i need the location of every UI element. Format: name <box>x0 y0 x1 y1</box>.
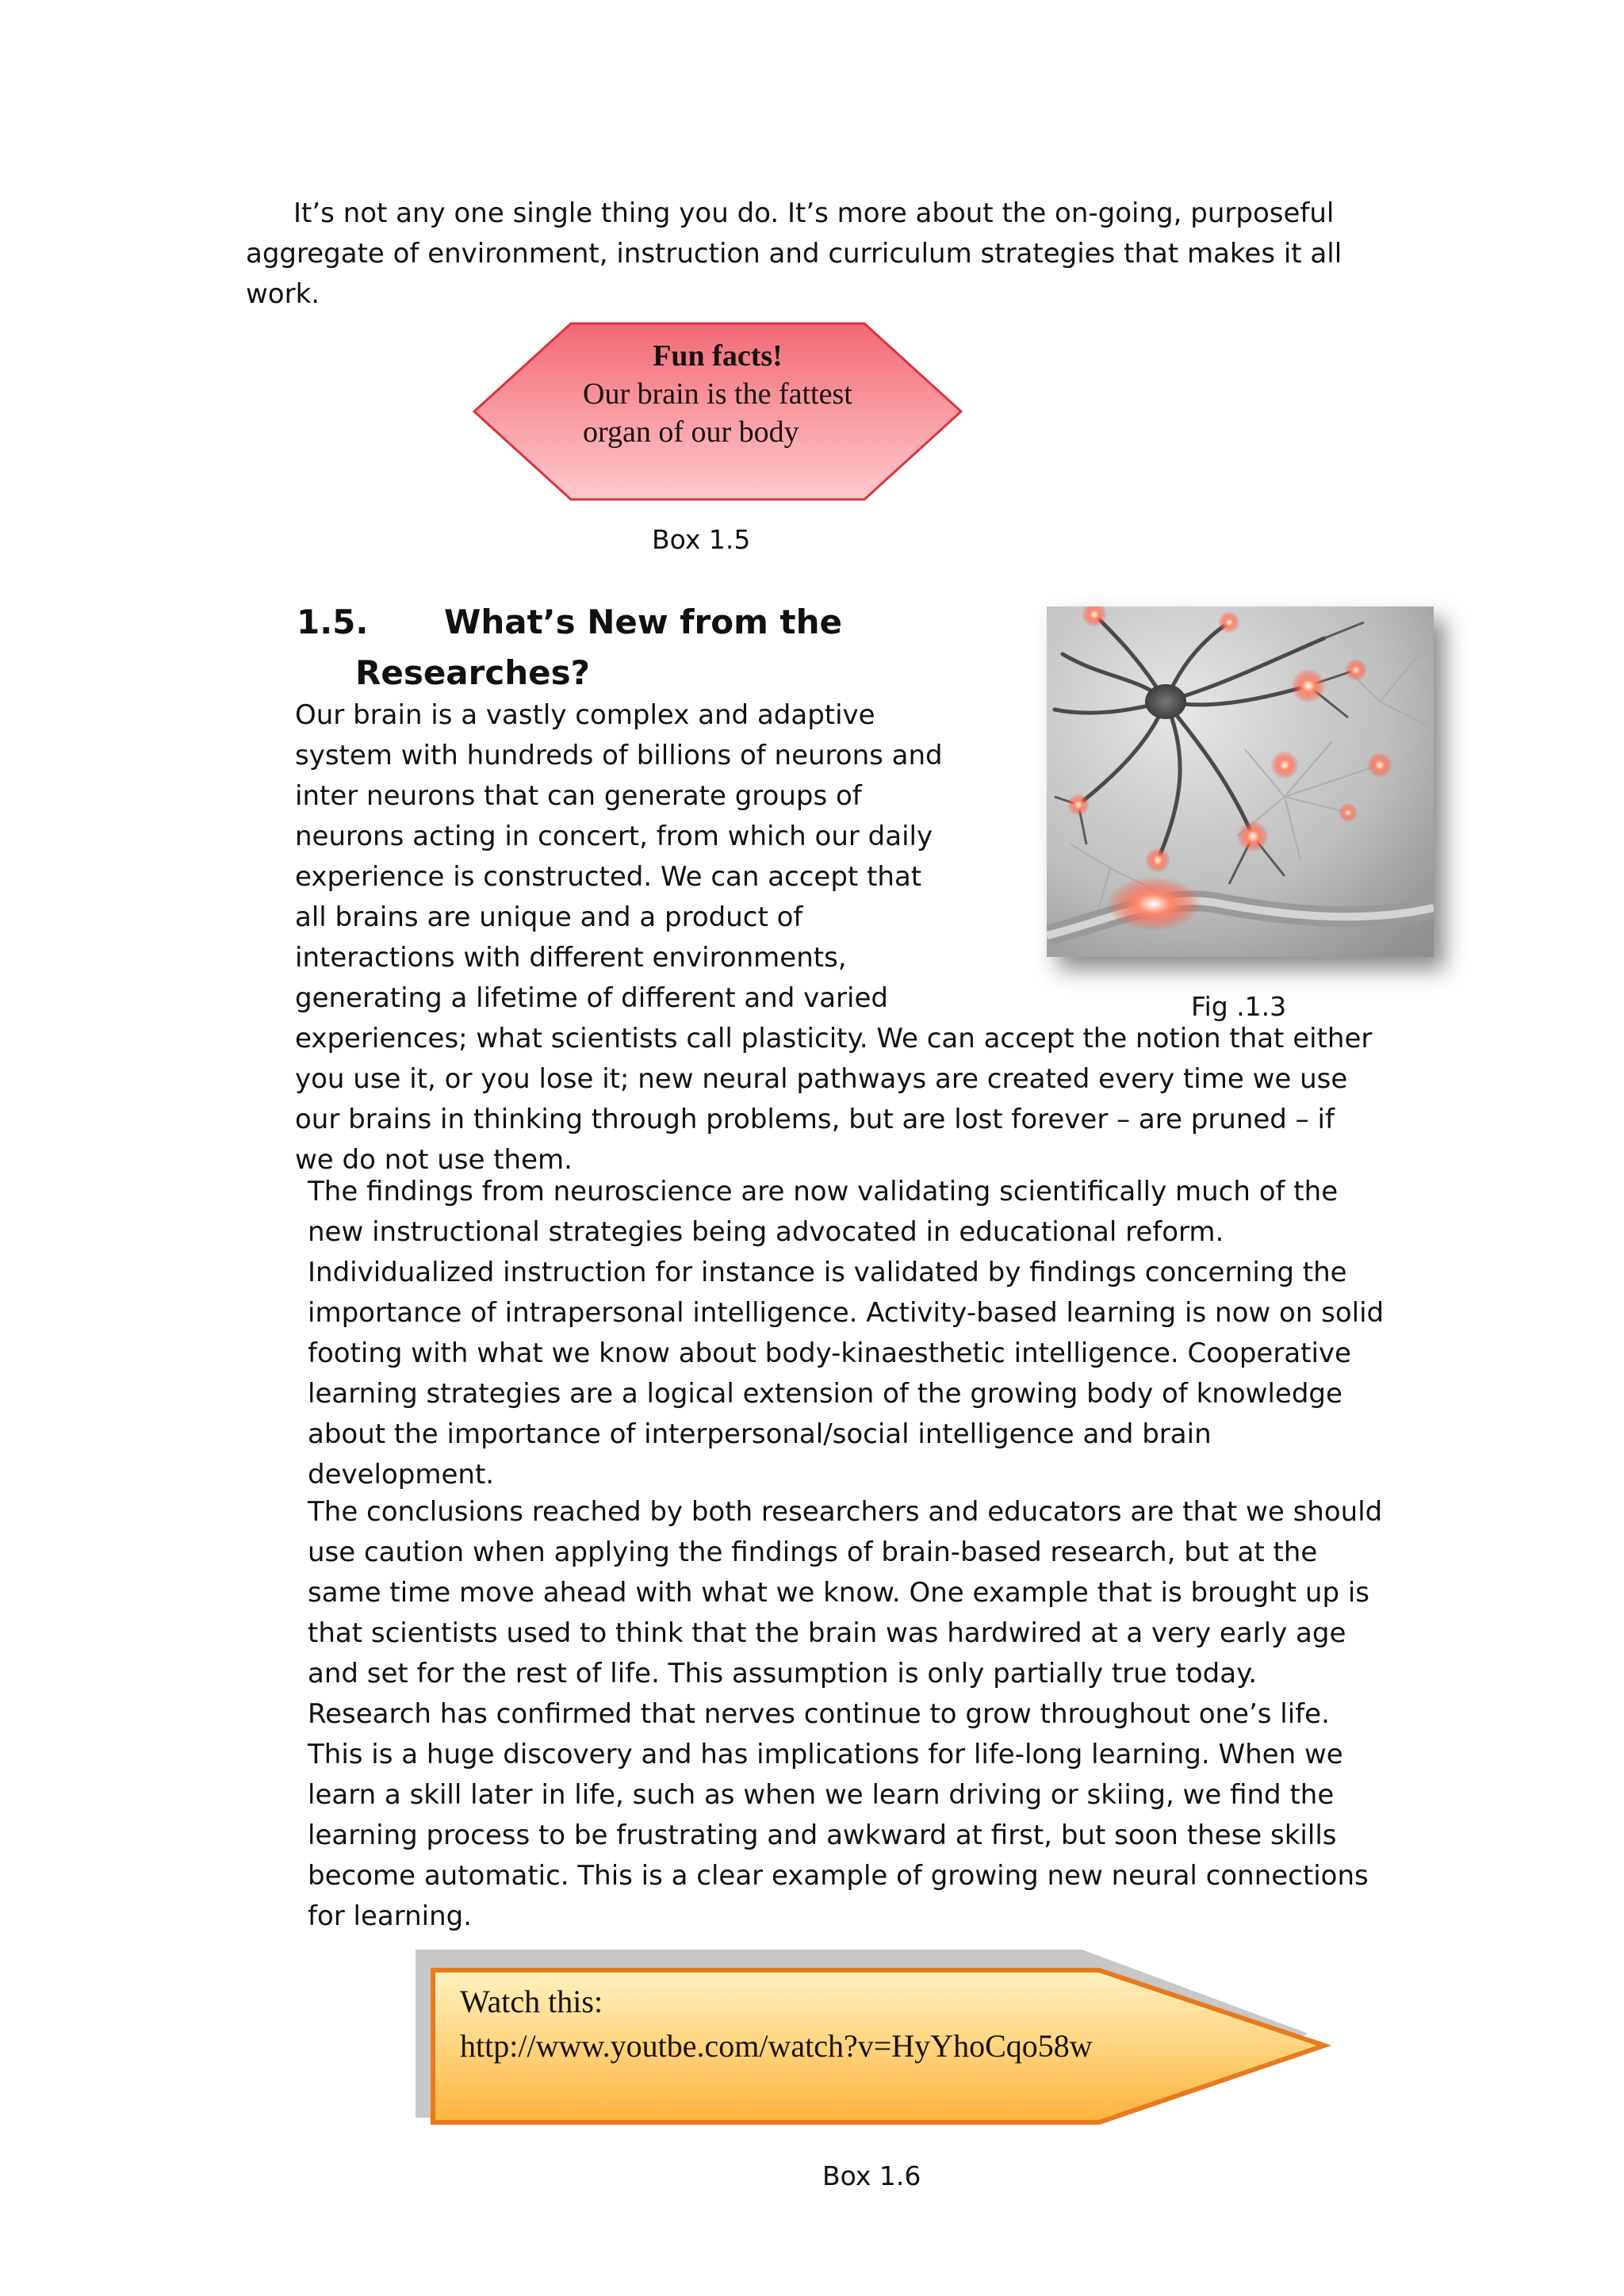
body-paragraph-3: The conclusions reached by both researchers and educators are that we should use caution when applying the findings of brain-based research, but at the same time move ahead with what we know. One example that is brought up is that scientists used to think that the brain was hardwired at a very early age and set for the rest of life. This assumption is only partially true today. Research has confirmed that nerves continue to grow throughout one’s life. This is a huge discovery and has implications for life-long learning. When we learn a skill later in life, such as when we learn driving or skiing, we find the learning process to be frustrating and awkward at first, but soon these skills become automatic. This is a clear example of growing new neural connections for learning. <box>308 1496 1383 1932</box>
section-number: 1.5. <box>297 603 369 641</box>
figure-wrap-space <box>945 695 1373 1019</box>
section-title-line2: Researches? <box>355 653 591 692</box>
box-1-5-caption: Box 1.5 <box>652 524 751 555</box>
section-heading <box>297 597 979 698</box>
watch-this-label: Watch this: <box>460 1984 603 2019</box>
body-paragraph-1-text: Our brain is a vastly complex and adaptive system with hundreds of billions of neurons and inter neurons that can generate groups of neurons acting in concert, from which our daily experience is constructed. We can accept that all brains are unique and a product of interactions with different environments, generating a lifetime of different and varied experiences; what scientists call plasticity. We can accept the notion that either you use it, or you lose it; new neural pathways are created every time we use our brains in thinking through problems, but are lost forever – are pruned – if we do not use them. <box>295 699 1373 1176</box>
watch-this-box <box>412 1946 1332 2129</box>
intro-paragraph: It’s not any one single thing you do. It’s more about the on-going, purposeful aggregate of environment, instruction and curriculum strategies that makes it all work. <box>246 197 1342 310</box>
box-1-6-caption: Box 1.6 <box>822 2160 921 2191</box>
body-paragraph-1 <box>295 695 1373 1181</box>
fun-facts-box <box>472 321 963 502</box>
figure-caption: Fig .1.3 <box>1191 991 1287 1022</box>
body-paragraph-2: The findings from neuroscience are now validating scientifically much of the new instructional strategies being advocated in educational reform. Individualized instruction for instance is validated by findings concerning the importance of intrapersonal intelligence. Activity-based learning is now on solid footing with what we know about body-kinaesthetic intelligence. Cooperative learning strategies are a logical extension of the growing body of knowledge about the importance of interpersonal/social intelligence and brain development. <box>308 1176 1385 1490</box>
fun-facts-text <box>583 337 852 451</box>
section-title-line1: What’s New from the <box>444 603 842 641</box>
watch-this-text <box>460 1980 1093 2068</box>
fun-facts-body: Our brain is the fattest organ of our body <box>583 377 852 449</box>
video-link[interactable]: http://www.youtbe.com/watch?v=HyYhoCqo58w <box>460 2028 1093 2064</box>
fun-facts-title: Fun facts! <box>653 339 783 373</box>
